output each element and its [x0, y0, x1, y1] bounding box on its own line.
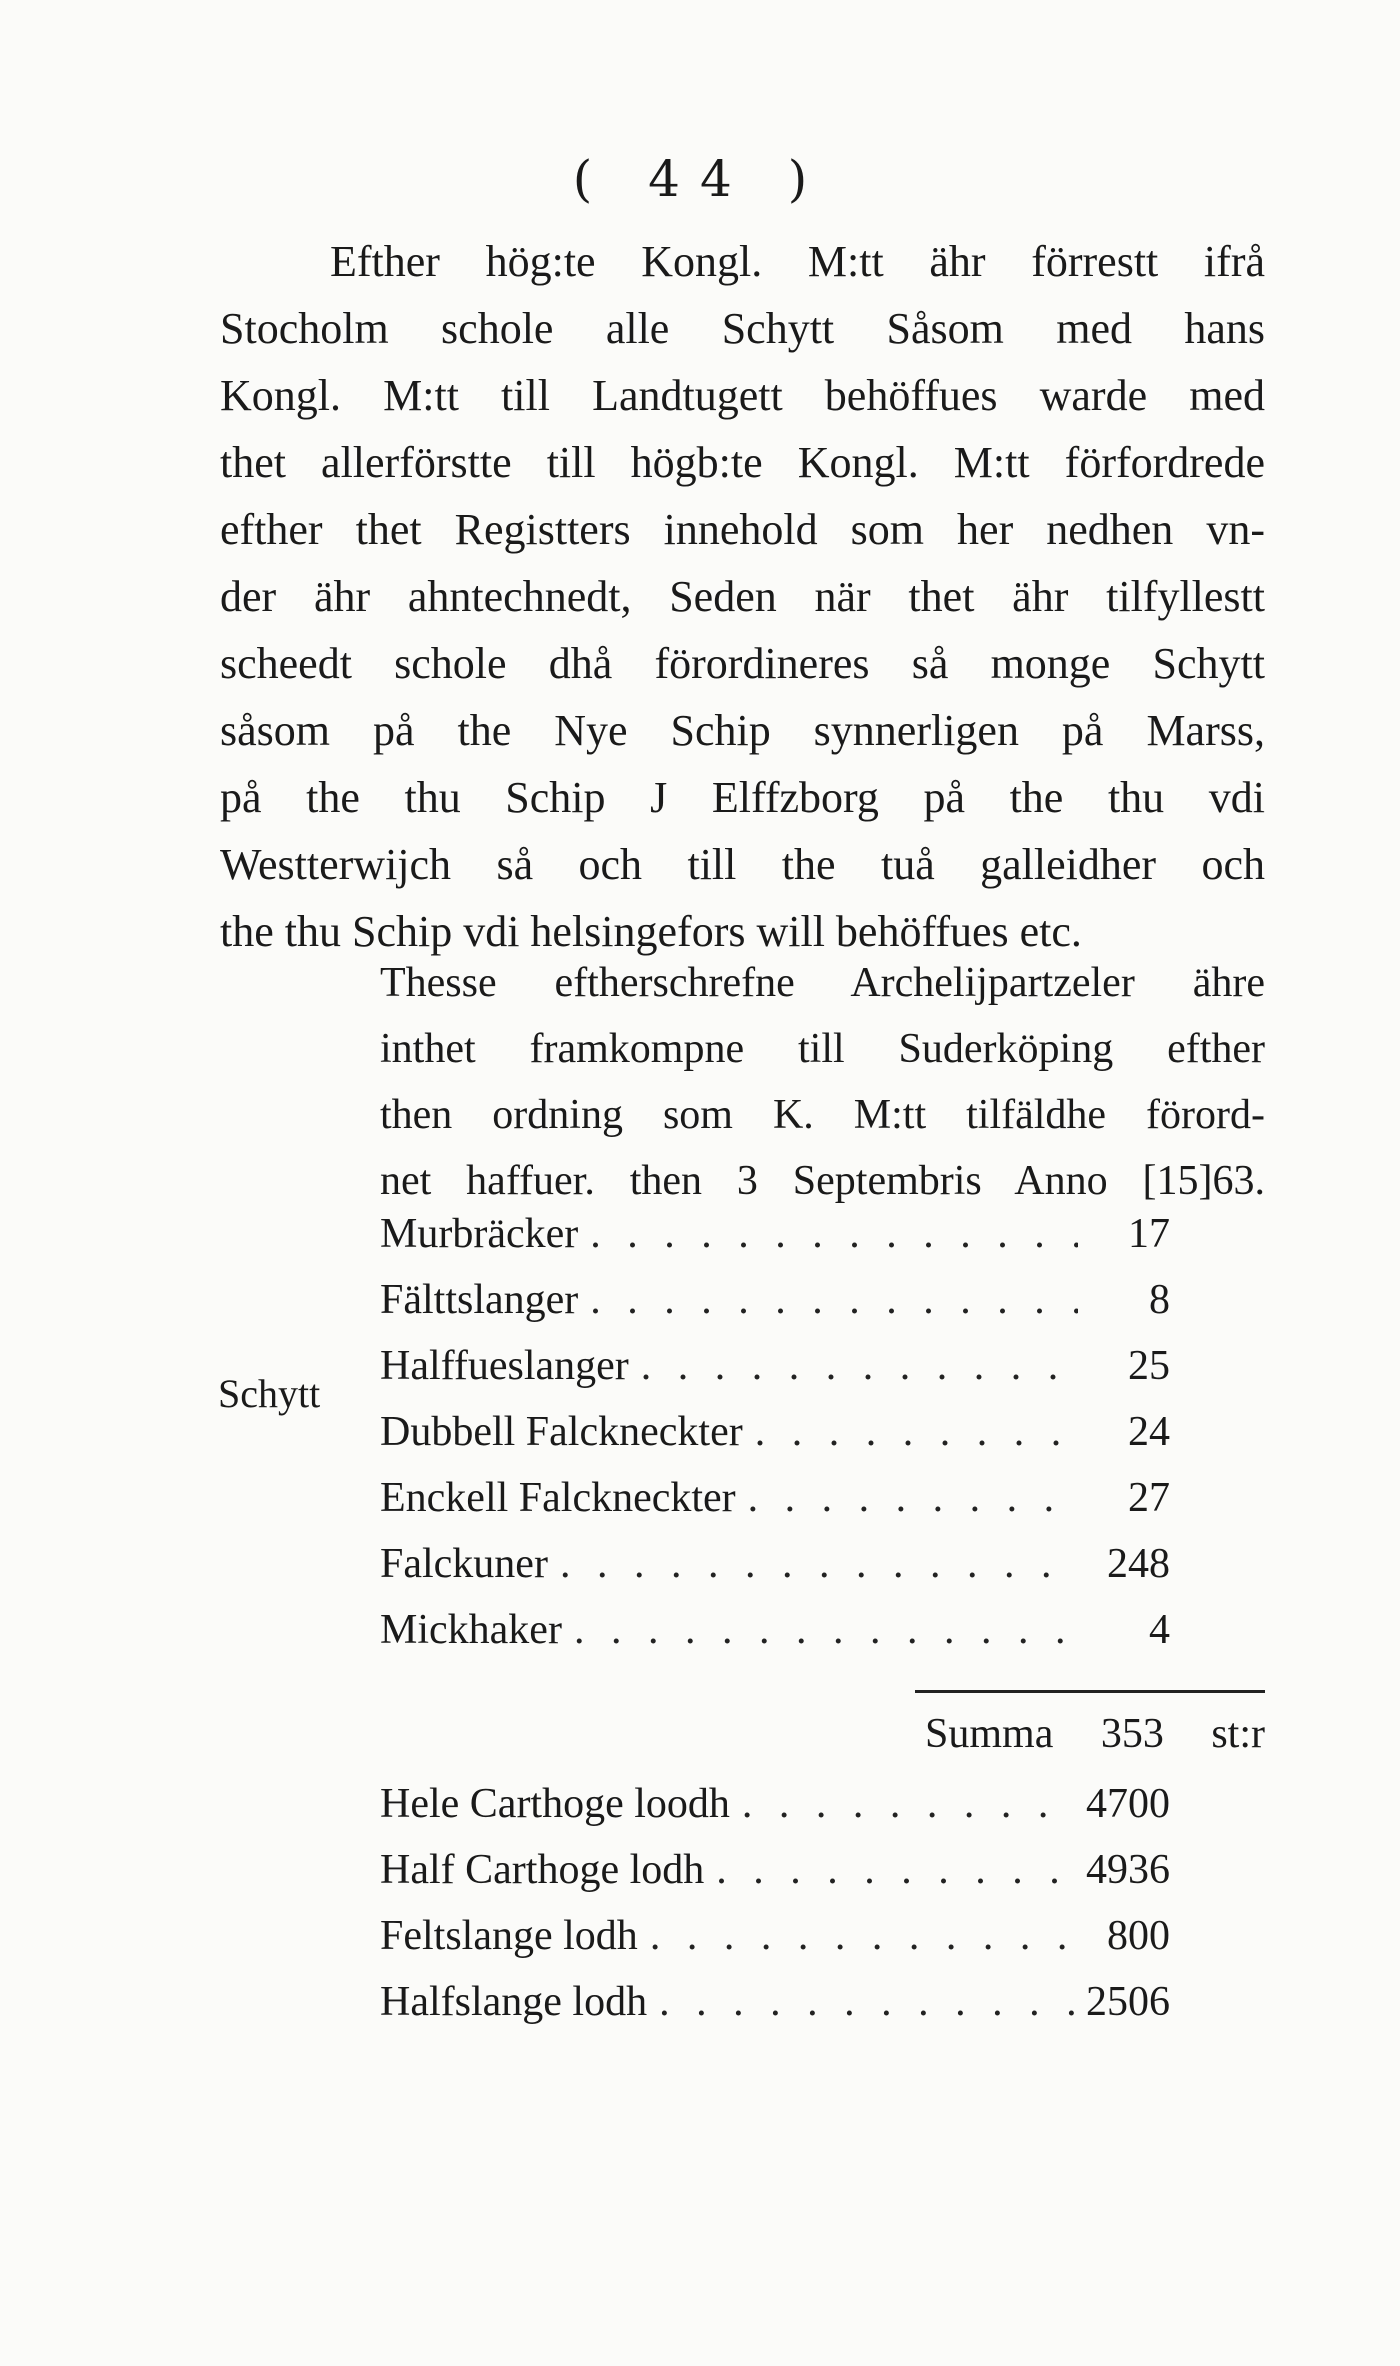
text-line: på the thu Schip J Elffzborg på the thu vdi	[220, 773, 1265, 822]
item-value: 8	[1149, 1277, 1170, 1323]
item-name: Mickhaker	[380, 1607, 562, 1653]
leader-dots	[574, 1606, 1078, 1654]
list-item	[380, 1978, 1170, 2044]
text-line: scheedt schole dhå förordineres så monge Schytt	[220, 639, 1265, 688]
leader-dots	[659, 1978, 1074, 2026]
item-name: Enckell Falckneckter	[380, 1475, 736, 1521]
paragraph-1	[220, 228, 1265, 965]
list-item	[380, 1408, 1170, 1474]
item-value: 17	[1128, 1211, 1170, 1257]
summa-line	[925, 1710, 1265, 1758]
summa-label: Summa	[925, 1711, 1054, 1757]
leader-dots	[748, 1474, 1078, 1522]
text-line: Stocholm schole alle Schytt Såsom med hans	[220, 304, 1265, 353]
item-value: 2506	[1086, 1979, 1170, 2025]
sum-rule	[915, 1690, 1265, 1693]
list-item	[380, 1780, 1170, 1846]
text-line: net haffuer. then 3 Septembris Anno [15]63.	[380, 1158, 1265, 1204]
list-item	[380, 1912, 1170, 1978]
list-item	[380, 1540, 1170, 1606]
item-value: 24	[1128, 1409, 1170, 1455]
paragraph-2	[380, 950, 1265, 1214]
summa-unit: st:r	[1211, 1711, 1265, 1757]
item-value: 25	[1128, 1343, 1170, 1389]
schytt-group-label: Schytt	[218, 1371, 321, 1416]
item-value: 248	[1107, 1541, 1170, 1587]
text-line: inthet framkompne till Suderköping efther	[380, 1026, 1265, 1072]
list-item	[380, 1474, 1170, 1540]
item-value: 800	[1107, 1913, 1170, 1959]
item-value: 4700	[1086, 1781, 1170, 1827]
item-value: 27	[1128, 1475, 1170, 1521]
list-item	[380, 1606, 1170, 1672]
text-line: thet allerförstte till högb:te Kongl. M:tt förfordrede	[220, 438, 1265, 487]
item-value: 4	[1149, 1607, 1170, 1653]
list-item	[380, 1846, 1170, 1912]
item-name: Half Carthoge lodh	[380, 1847, 705, 1893]
text-line: the thu Schip vdi helsingefors will behöffues etc.	[220, 907, 1082, 956]
item-name: Falckuner	[380, 1541, 548, 1587]
lodh-list	[380, 1780, 1170, 2044]
text-line: der ähr ahntechnedt, Seden när thet ähr tilfyllestt	[220, 572, 1265, 621]
text-line: Efther hög:te Kongl. M:tt ähr förrestt ifrå	[330, 237, 1265, 286]
page-number: ( 44 )	[572, 150, 828, 208]
item-name: Dubbell Falckneckter	[380, 1409, 743, 1455]
text-line: såsom på the Nye Schip synnerligen på Marss,	[220, 706, 1265, 755]
item-name: Fälttslanger	[380, 1277, 579, 1323]
leader-dots	[755, 1408, 1078, 1456]
text-line: Kongl. M:tt till Landtugett behöffues warde med	[220, 371, 1265, 420]
summa-value: 353	[1100, 1711, 1164, 1757]
item-name: Halffueslanger	[380, 1343, 629, 1389]
text-line: then ordning som K. M:tt tilfäldhe förord-	[380, 1092, 1265, 1138]
schytt-list	[380, 1210, 1170, 1672]
item-value: 4936	[1086, 1847, 1170, 1893]
leader-dots	[641, 1342, 1078, 1390]
leader-dots	[742, 1780, 1074, 1828]
leader-dots	[560, 1540, 1078, 1588]
item-name: Halfslange lodh	[380, 1979, 648, 2025]
text-line: Thesse eftherschrefne Archelijpartzeler ähre	[380, 960, 1265, 1006]
text-line: Westterwijch så och till the tuå galleidher och	[220, 840, 1265, 889]
list-item	[380, 1210, 1170, 1276]
item-name: Hele Carthoge loodh	[380, 1781, 730, 1827]
leader-dots	[590, 1210, 1078, 1258]
item-name: Murbräcker	[380, 1211, 579, 1257]
list-item	[380, 1342, 1170, 1408]
leader-dots	[590, 1276, 1078, 1324]
list-item	[380, 1276, 1170, 1342]
text-line: efther thet Registters innehold som her nedhen vn-	[220, 505, 1265, 554]
leader-dots	[650, 1912, 1078, 1960]
leader-dots	[716, 1846, 1074, 1894]
item-name: Feltslange lodh	[380, 1913, 638, 1959]
